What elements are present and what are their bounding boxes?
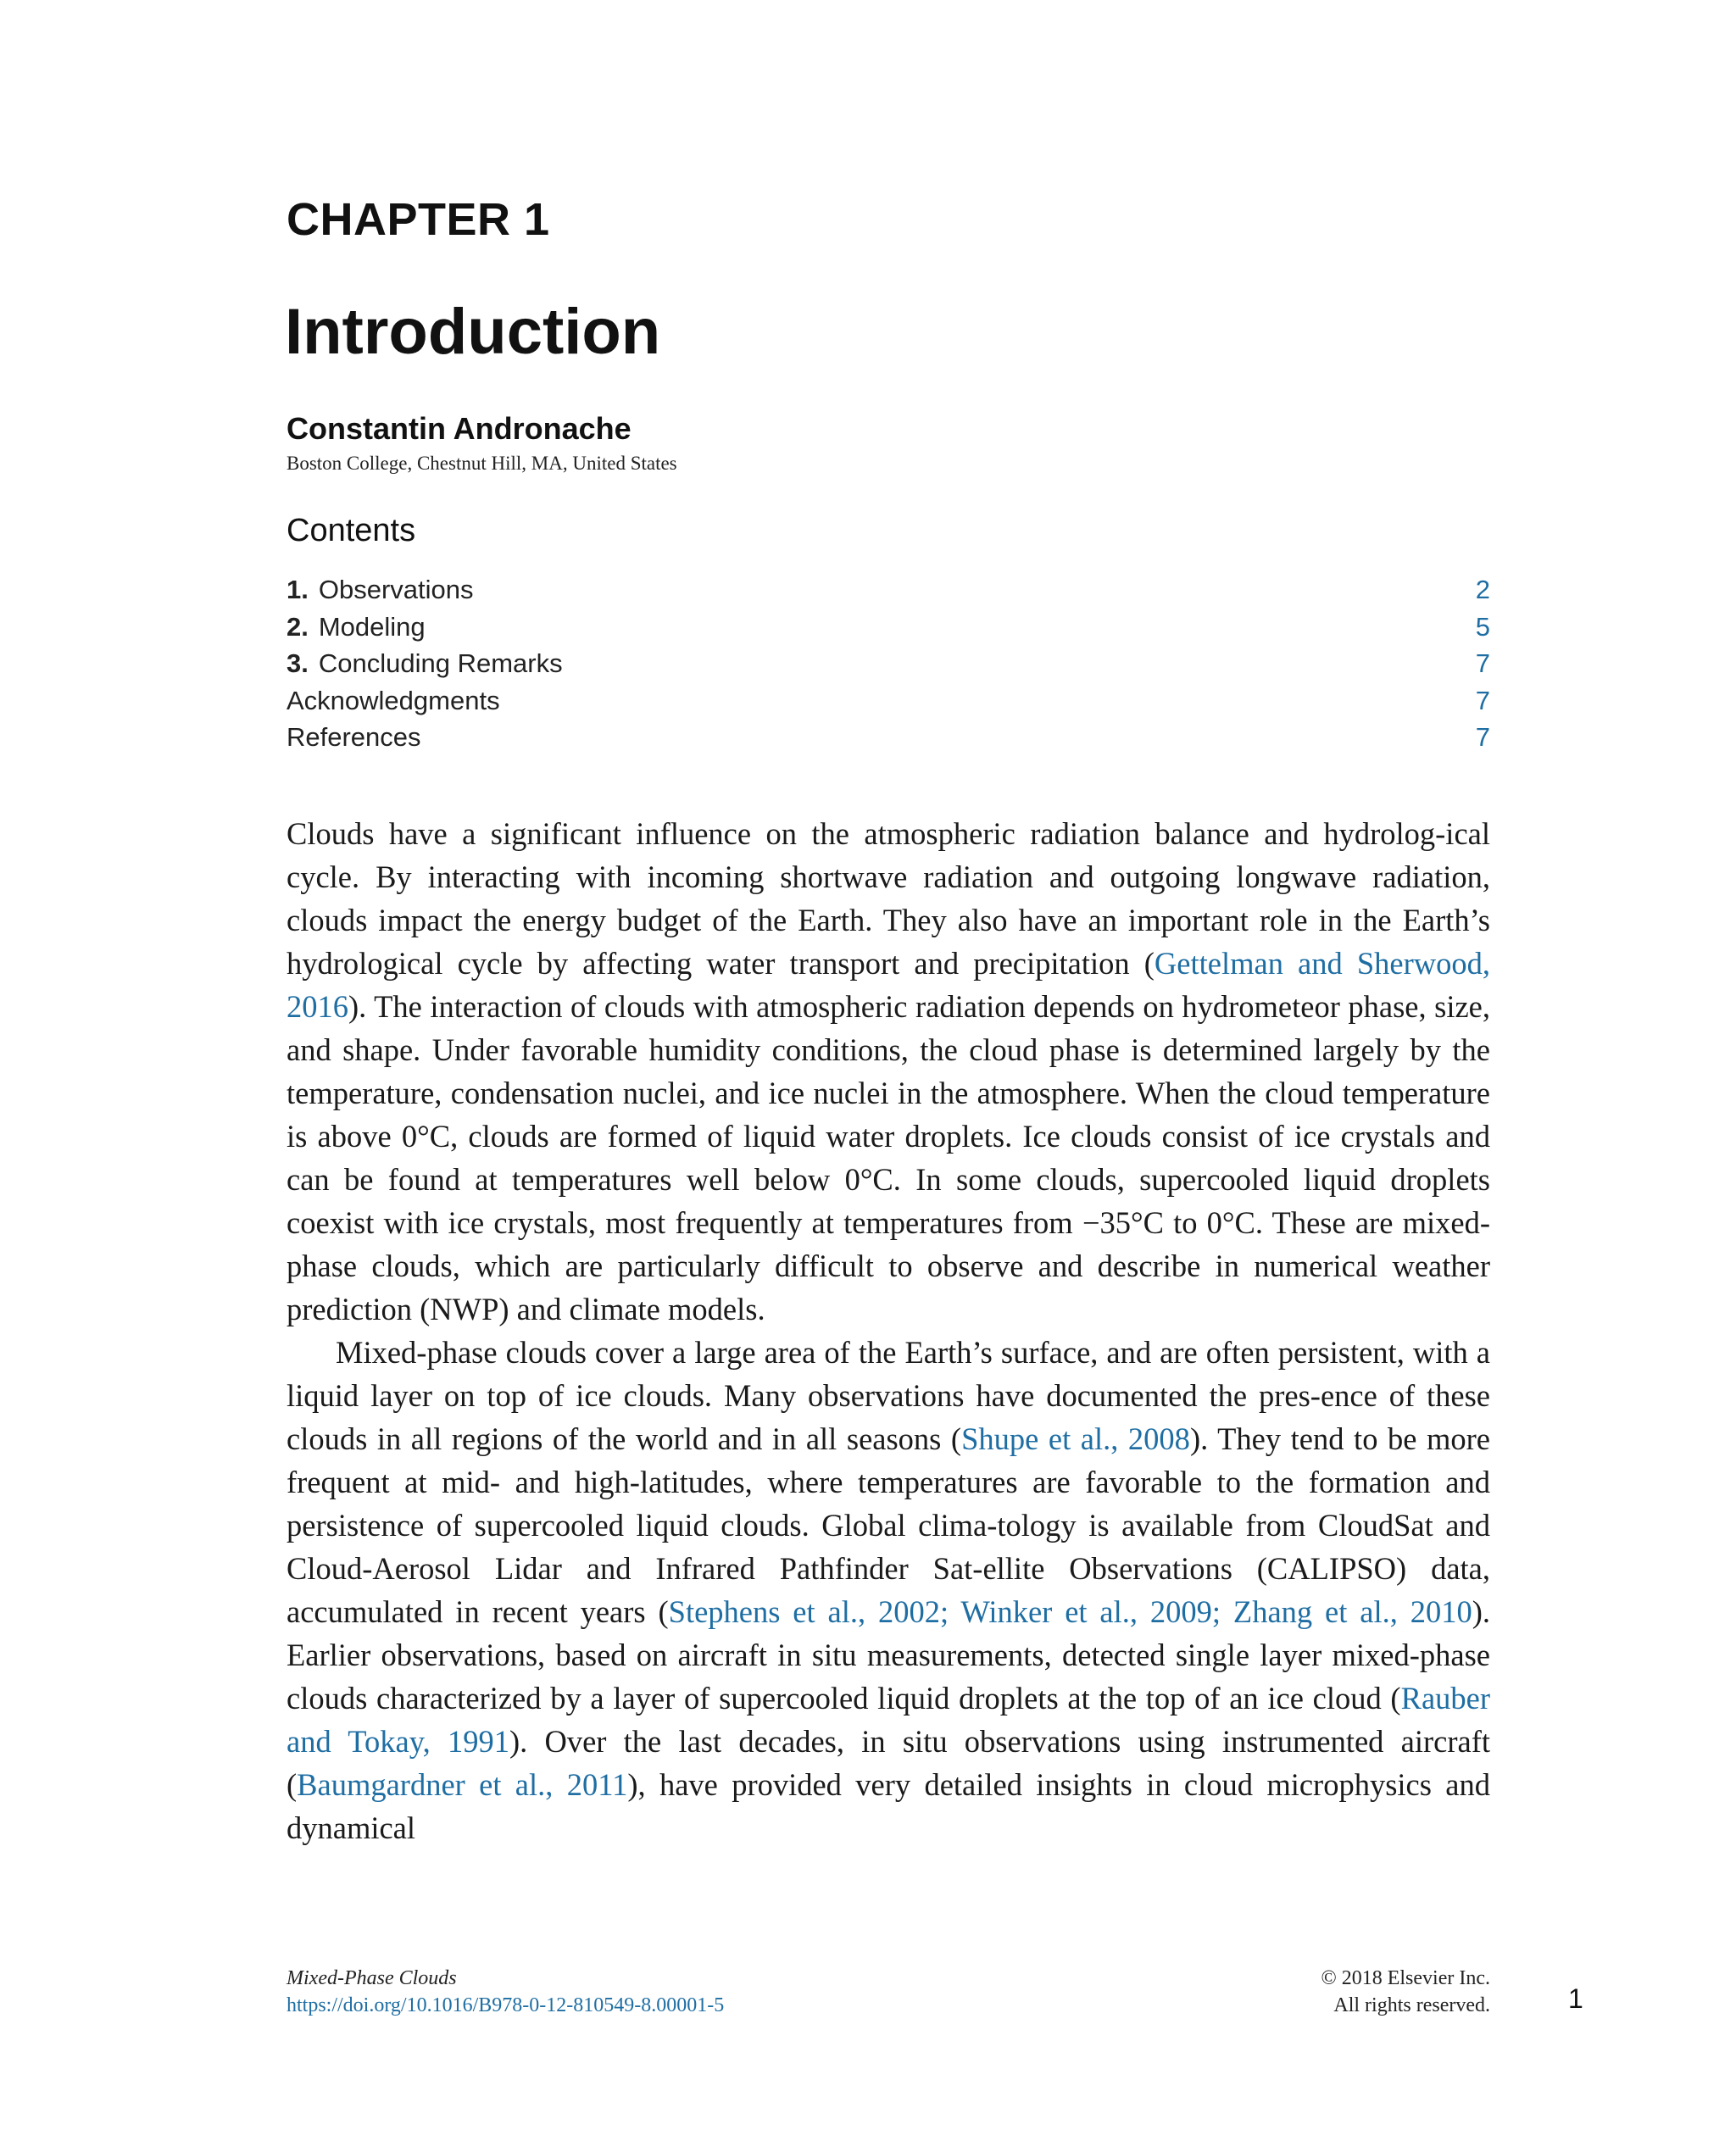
toc-item-page[interactable]: 7 (1475, 648, 1490, 678)
citation-link[interactable]: Stephens et al., 2002; Winker et al., 2009; Zhang et al., 2010 (668, 1594, 1472, 1629)
toc-item-number: 3. (287, 648, 309, 678)
toc-item-page[interactable]: 7 (1475, 722, 1490, 752)
page-number: 1 (1568, 1983, 1583, 2014)
toc-item-title (287, 682, 500, 720)
author-name: Constantin Andronache (287, 411, 632, 446)
toc-item-page[interactable]: 2 (1475, 575, 1490, 604)
citation-link[interactable]: Baumgardner et al., 2011 (297, 1767, 628, 1802)
copyright-text: © 2018 Elsevier Inc. (1321, 1967, 1490, 1989)
paragraph-text: Mixed-phase clouds cover a large area of the Earth’s surface, and are often persistent, with a liquid layer on top of ice clouds. Many observations have documented the pres-ence of these clouds in all regions of the world and in all seasons ( (287, 1335, 1490, 1456)
paragraph-2 (287, 1331, 1490, 1849)
toc-item-number: 1. (287, 575, 309, 604)
toc-item-title (287, 645, 563, 682)
chapter-label: CHAPTER 1 (287, 194, 550, 245)
toc-item-title (287, 719, 421, 756)
toc-item-references[interactable] (287, 719, 1490, 756)
paragraph-text: ). Earlier observations, based on aircraft in situ measurements, detected single layer mixed-phase clouds characterized by a layer of supercooled liquid droplets at the top of an ice cloud ( (287, 1594, 1490, 1716)
contents-heading: Contents (287, 513, 416, 548)
toc-item-title (287, 609, 426, 646)
toc-item-concluding-remarks[interactable] (287, 645, 1490, 682)
citation-link[interactable]: Gettelman and Sherwood, 2016 (287, 946, 1490, 1024)
toc-item-acknowledgments[interactable] (287, 682, 1490, 720)
paragraph-text: ). Over the last decades, in situ observations using instrumented aircraft ( (287, 1724, 1490, 1802)
toc-item-modeling[interactable] (287, 609, 1490, 646)
rights-text: All rights reserved. (1333, 1994, 1490, 2016)
footer-source (287, 1965, 724, 2019)
toc-item-label: Modeling (318, 611, 426, 642)
paragraph-1 (287, 812, 1490, 1331)
author-affiliation: Boston College, Chestnut Hill, MA, United States (287, 453, 677, 474)
toc-item-label: Observations (318, 575, 474, 604)
table-of-contents (287, 571, 1490, 756)
doi-link[interactable]: https://doi.org/10.1016/B978-0-12-810549-8.00001-5 (287, 1994, 725, 2016)
paragraph-text: Clouds have a significant influence on the atmospheric radiation balance and hydrolog-ical cycle. By interacting with incoming shortwave radiation and outgoing longwave radiation, clouds impact the energy budget of the Earth. They also have an important role in the Earth’s hydrological cycle by affecting water transport and precipitation ( (287, 816, 1490, 981)
chapter-body (287, 812, 1490, 1849)
chapter-title: Introduction (285, 296, 661, 368)
paragraph-text: ). The interaction of clouds with atmospheric radiation depends on hydrometeor phase, size, and shape. Under favorable humidity conditions, the cloud phase is determined largely by the temperature, condensation nuclei, and ice nuclei in the atmosphere. When the cloud temperature is above 0°C, clouds are formed of liquid water droplets. Ice clouds consist of ice crystals and can be found at temperatures well below 0°C. In some clouds, supercooled liquid droplets coexist with ice crystals, most frequently at temperatures from −35°C to 0°C. These are mixed-phase clouds, which are particularly difficult to observe and describe in numerical weather prediction (NWP) and climate models. (287, 989, 1490, 1326)
paragraph-text: ), have provided very detailed insights in cloud microphysics and dynamical (287, 1767, 1490, 1845)
citation-link[interactable]: Rauber and Tokay, 1991 (287, 1681, 1490, 1759)
citation-link[interactable]: Shupe et al., 2008 (961, 1421, 1190, 1456)
toc-item-label: References (287, 722, 421, 752)
toc-item-title (287, 571, 474, 609)
toc-item-number: 2. (287, 611, 309, 642)
footer-copyright (1321, 1965, 1490, 2019)
book-title: Mixed-Phase Clouds (287, 1967, 457, 1989)
toc-item-label: Acknowledgments (287, 685, 500, 715)
toc-item-page[interactable]: 5 (1475, 611, 1490, 642)
paragraph-text: ). They tend to be more frequent at mid- and high-latitudes, where temperatures are favorable to the formation and persistence of supercooled liquid clouds. Global clima-tology is available from CloudSat and Cloud-Aerosol Lidar and Infrared Pathfinder Sat-ellite Observations (CALIPSO) data, accumulated in recent years ( (287, 1421, 1490, 1629)
toc-item-page[interactable]: 7 (1475, 685, 1490, 715)
toc-item-observations[interactable] (287, 571, 1490, 609)
toc-item-label: Concluding Remarks (318, 648, 563, 678)
